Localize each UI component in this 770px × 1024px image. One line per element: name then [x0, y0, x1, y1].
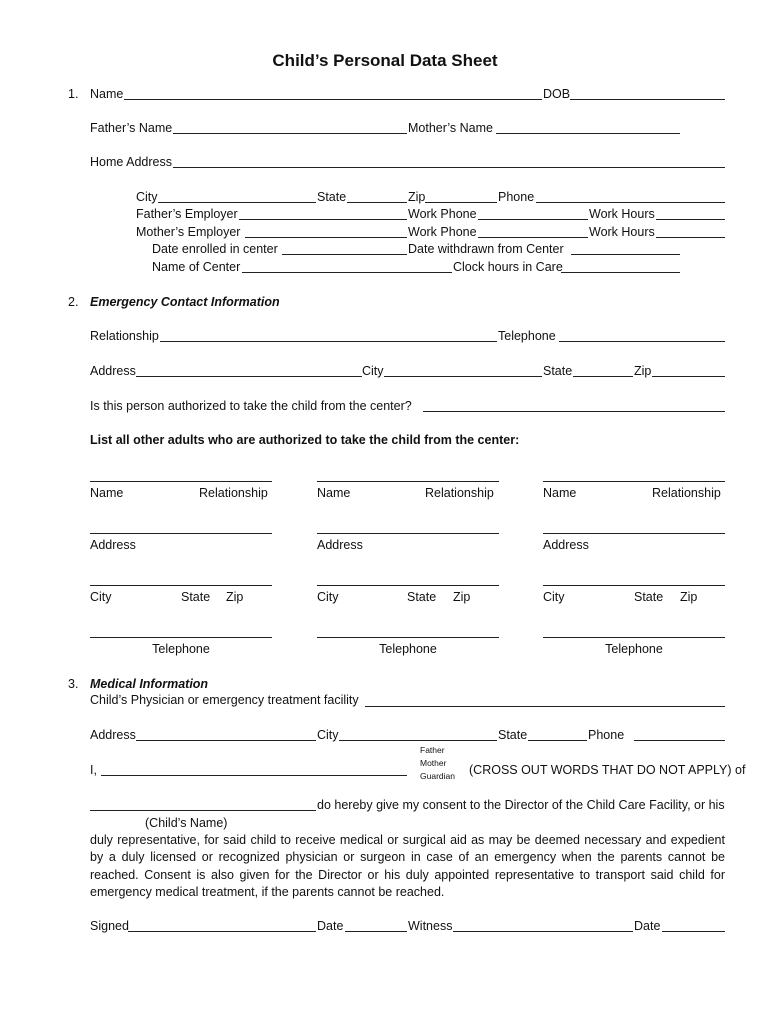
physician-field[interactable]: [365, 706, 725, 707]
ec-zip-field[interactable]: [652, 376, 725, 377]
city-field[interactable]: [158, 202, 316, 203]
adult-1-zip-label: Zip: [226, 590, 244, 604]
adult-3-address-field[interactable]: [543, 533, 725, 534]
witness-field[interactable]: [453, 931, 633, 932]
name-of-center-label: Name of Center: [152, 260, 241, 274]
emergency-contact-heading: Emergency Contact Information: [90, 295, 280, 309]
adult-2-city-field[interactable]: [317, 585, 499, 586]
name-label: Name: [90, 87, 124, 101]
adult-1-telephone-field[interactable]: [90, 637, 272, 638]
adult-1-name-label: Name: [90, 486, 124, 500]
father-name-label: Father’s Name: [90, 121, 173, 135]
adult-3-relationship-label: Relationship: [652, 486, 721, 500]
relationship-field[interactable]: [160, 341, 497, 342]
authorized-adults-heading: List all other adults who are authorized to take the child from the center:: [90, 433, 520, 447]
adult-1-relationship-label: Relationship: [199, 486, 268, 500]
relationship-label: Relationship: [90, 329, 159, 343]
state-label: State: [317, 190, 347, 204]
med-state-field[interactable]: [528, 740, 587, 741]
adult-1-city-field[interactable]: [90, 585, 272, 586]
zip-label: Zip: [408, 190, 426, 204]
mother-work-phone-field[interactable]: [478, 237, 588, 238]
adult-1-address-field[interactable]: [90, 533, 272, 534]
ec-state-label: State: [543, 364, 573, 378]
section-1-number: 1.: [68, 87, 79, 101]
mother-employer-field[interactable]: [245, 237, 407, 238]
med-state-label: State: [498, 728, 528, 742]
adult-1-address-label: Address: [90, 538, 136, 552]
signed-label: Signed: [90, 919, 129, 933]
signed-field[interactable]: [128, 931, 316, 932]
adult-3-city-label: City: [543, 590, 565, 604]
phone-label: Phone: [498, 190, 535, 204]
ec-city-label: City: [362, 364, 384, 378]
med-phone-label: Phone: [588, 728, 625, 742]
ec-zip-label: Zip: [634, 364, 652, 378]
med-phone-field[interactable]: [634, 740, 725, 741]
med-city-field[interactable]: [339, 740, 497, 741]
adult-2-telephone-field[interactable]: [317, 637, 499, 638]
ec-address-label: Address: [90, 364, 136, 378]
medical-information-heading: Medical Information: [90, 677, 209, 691]
consent-paragraph: duly representative, for said child to receive medical or surgical aid as may be deemed necessary and expedient by a duly licensed or recognized physician or surgeon in case of an emergency when the parents cannot be reached. Consent is also given for the Director or his duly appointed representative to transport said child for emergency medical treatment, if the parents cannot be reached.: [90, 833, 725, 900]
adult-3-address-label: Address: [543, 538, 589, 552]
parent-name-field[interactable]: [101, 775, 407, 776]
authorized-answer-field[interactable]: [423, 411, 725, 412]
dob-field[interactable]: [570, 99, 725, 100]
adult-2-address-field[interactable]: [317, 533, 499, 534]
father-option: Father: [420, 745, 445, 755]
cross-out-instruction: (CROSS OUT WORDS THAT DO NOT APPLY) of: [469, 763, 746, 777]
childs-name-caption: (Child’s Name): [145, 816, 228, 830]
father-work-phone-label: Work Phone: [408, 207, 477, 221]
phone-field[interactable]: [536, 202, 725, 203]
father-name-field[interactable]: [173, 133, 407, 134]
mother-work-hours-label: Work Hours: [589, 225, 655, 239]
witness-date-label: Date: [634, 919, 661, 933]
home-address-field[interactable]: [173, 167, 725, 168]
consent-line: do hereby give my consent to the Director of the Child Care Facility, or his: [317, 798, 725, 812]
clock-hours-label: Clock hours in Care: [453, 260, 563, 274]
date-enrolled-field[interactable]: [282, 254, 407, 255]
ec-city-field[interactable]: [384, 376, 542, 377]
mother-work-hours-field[interactable]: [656, 237, 725, 238]
witness-date-field[interactable]: [662, 931, 725, 932]
adult-2-address-label: Address: [317, 538, 363, 552]
childs-name-field[interactable]: [90, 810, 316, 811]
adult-3-zip-label: Zip: [680, 590, 698, 604]
adult-2-relationship-label: Relationship: [425, 486, 494, 500]
adult-3-telephone-label: Telephone: [605, 642, 663, 656]
name-of-center-field[interactable]: [242, 272, 452, 273]
father-work-phone-field[interactable]: [478, 219, 588, 220]
date-withdrawn-label: Date withdrawn from Center: [408, 242, 564, 256]
adult-1-telephone-label: Telephone: [152, 642, 210, 656]
guardian-option: Guardian: [420, 771, 455, 781]
section-2-number: 2.: [68, 295, 79, 309]
adult-2-state-label: State: [407, 590, 437, 604]
adult-3-state-label: State: [634, 590, 664, 604]
adult-1-city-label: City: [90, 590, 112, 604]
med-address-field[interactable]: [136, 740, 316, 741]
mother-name-field[interactable]: [496, 133, 680, 134]
witness-label: Witness: [408, 919, 453, 933]
adult-2-telephone-label: Telephone: [379, 642, 437, 656]
med-address-label: Address: [90, 728, 136, 742]
mother-work-phone-label: Work Phone: [408, 225, 477, 239]
adult-3-name-label: Name: [543, 486, 577, 500]
date-enrolled-label: Date enrolled in center: [152, 242, 278, 256]
state-field[interactable]: [347, 202, 407, 203]
adult-1-state-label: State: [181, 590, 211, 604]
adult-2-zip-label: Zip: [453, 590, 471, 604]
section-3-number: 3.: [68, 677, 79, 691]
father-work-hours-label: Work Hours: [589, 207, 655, 221]
adult-2-name-label: Name: [317, 486, 351, 500]
mother-option: Mother: [420, 758, 447, 768]
ec-state-field[interactable]: [573, 376, 633, 377]
adult-3-telephone-field[interactable]: [543, 637, 725, 638]
mother-employer-label: Mother’s Employer: [136, 225, 241, 239]
ec-address-field[interactable]: [136, 376, 362, 377]
med-city-label: City: [317, 728, 339, 742]
adult-3-name-field[interactable]: [543, 481, 725, 482]
mother-name-label: Mother’s Name: [408, 121, 493, 135]
signed-date-field[interactable]: [345, 931, 407, 932]
authorized-question: Is this person authorized to take the child from the center?: [90, 399, 412, 413]
telephone-label: Telephone: [498, 329, 556, 343]
page-title: Child’s Personal Data Sheet: [272, 51, 498, 70]
adult-1-name-field[interactable]: [90, 481, 272, 482]
adult-2-name-field[interactable]: [317, 481, 499, 482]
father-employer-field[interactable]: [239, 219, 407, 220]
signed-date-label: Date: [317, 919, 344, 933]
zip-field[interactable]: [425, 202, 497, 203]
father-employer-label: Father’s Employer: [136, 207, 238, 221]
name-field[interactable]: [124, 99, 542, 100]
adult-3-city-field[interactable]: [543, 585, 725, 586]
telephone-field[interactable]: [559, 341, 725, 342]
adult-2-city-label: City: [317, 590, 339, 604]
clock-hours-field[interactable]: [561, 272, 680, 273]
city-label: City: [136, 190, 158, 204]
i-label: I,: [90, 763, 97, 777]
home-address-label: Home Address: [90, 155, 172, 169]
date-withdrawn-field[interactable]: [571, 254, 680, 255]
father-work-hours-field[interactable]: [656, 219, 725, 220]
dob-label: DOB: [543, 87, 571, 101]
physician-label: Child’s Physician or emergency treatment facility: [90, 693, 359, 707]
